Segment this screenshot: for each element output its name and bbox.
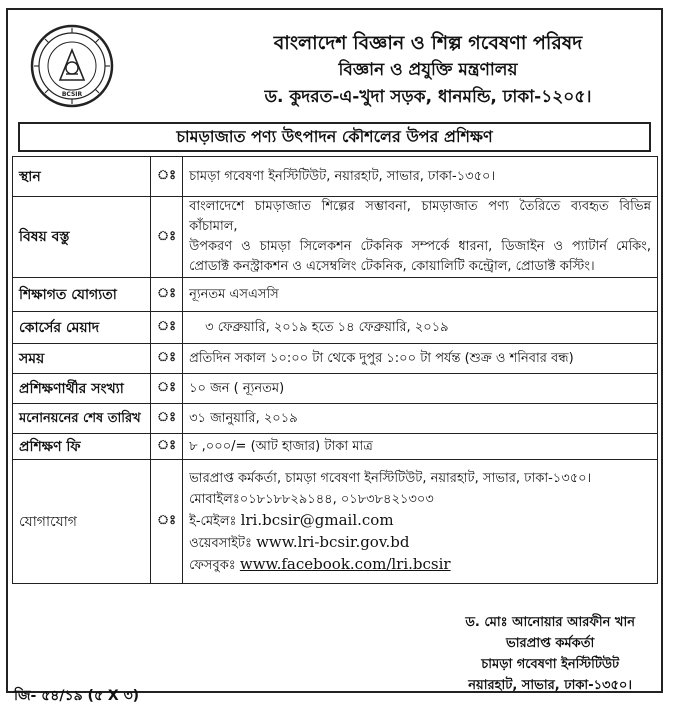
contact-facebook-row — [189, 554, 651, 576]
table-row-time — [13, 344, 658, 374]
facebook-label: ফেসবুকঃ — [189, 557, 236, 573]
contact-value — [183, 460, 658, 584]
contact-mobile: মোবাইলঃ০১৮১৮৮২৯১৪৪, ০১৮৩৮৪২১৩০৩ — [189, 491, 434, 507]
signatory-institute: চামড়া গবেষণা ইনস্টিটিউট — [481, 657, 620, 672]
email-label: ই-মেইলঃ — [189, 513, 237, 529]
contact-label: যোগাযোগ — [13, 460, 151, 584]
qualification-label: শিক্ষাগত যোগ্যতা — [13, 278, 151, 312]
colon: ঃ — [151, 278, 183, 312]
duration-value: ৩ ফেব্রুয়ারি, ২০১৯ হতে ১৪ ফেব্রুয়ারি, ২০১৯ — [183, 312, 658, 344]
facebook-link[interactable]: www.facebook.com/lri.bcsir — [239, 554, 451, 573]
bcsir-seal-icon — [30, 24, 114, 108]
table-row-duration — [13, 312, 658, 344]
table-row-contact — [13, 460, 658, 584]
ministry-name: বিজ্ঞান ও প্রযুক্তি মন্ত্রণালয় — [338, 60, 518, 80]
table-row-qualification — [13, 278, 658, 312]
signature-block — [465, 612, 635, 696]
subject-value — [183, 197, 658, 278]
contact-email-row — [189, 510, 651, 532]
trainees-label: প্রশিক্ষণার্থীর সংখ্যা — [13, 374, 151, 404]
org-name: বাংলাদেশ বিজ্ঞান ও শিল্প গবেষণা পরিষদ — [273, 32, 583, 54]
place-value: চামড়া গবেষণা ইনস্টিটিউট, নয়ারহাট, সাভার, ঢাকা-১৩৫০। — [183, 157, 658, 197]
colon: ঃ — [151, 404, 183, 434]
notice-frame — [6, 8, 663, 693]
training-info-table — [12, 156, 658, 584]
signatory-name: ড. মোঃ আনোয়ার আরফীন খান — [465, 615, 635, 630]
fee-value: ৮ ,০০০/= (আট হাজার) টাকা মাত্র — [183, 434, 658, 460]
table-row-subject — [13, 197, 658, 278]
subject-line-2: উপকরণ ও চামড়া সিলেকশন টেকনিক সম্পর্কে ধারনা, ডিজাইন ও প্যাটার্ন মেকিং, — [189, 239, 651, 254]
org-address: ড. কুদরত-এ-খুদা সড়ক, ধানমন্ডি, ঢাকা-১২০৫। — [264, 87, 592, 107]
website-label: ওয়েবসাইটঃ — [189, 535, 252, 551]
colon: ঃ — [151, 312, 183, 344]
contact-office: ভারপ্রাপ্ত কর্মকর্তা, চামড়া গবেষণা ইনস্টিটিউট, নয়ারহাট, সাভার, ঢাকা-১৩৫০। — [189, 470, 592, 486]
fee-label: প্রশিক্ষণ ফি — [13, 434, 151, 460]
signatory-address: নয়ারহাট, সাভার, ঢাকা-১৩৫০। — [468, 678, 633, 693]
contact-website-row — [189, 532, 651, 554]
reference-number: জি- ৫৪/১৯ (৫ X ৩) — [14, 688, 140, 704]
subject-line-1: বাংলাদেশে চামড়াজাত শিল্পের সম্ভাবনা, চামড়াজাত পণ্য তৈরিতে ব্যবহৃত বিভিন্ন কাঁচামাল, — [189, 199, 651, 234]
table-row-trainees — [13, 374, 658, 404]
duration-label: কোর্সের মেয়াদ — [13, 312, 151, 344]
trainees-value: ১০ জন ( ন্যূনতম) — [183, 374, 658, 404]
table-row-deadline — [13, 404, 658, 434]
colon: ঃ — [151, 344, 183, 374]
colon: ঃ — [151, 434, 183, 460]
place-label: স্থান — [13, 157, 151, 197]
time-value: প্রতিদিন সকাল ১০:০০ টা থেকে দুপুর ১:০০ টা পর্যন্ত (শুক্র ও শনিবার বন্ধ) — [183, 344, 658, 374]
table-row-place — [13, 157, 658, 197]
subject-label: বিষয় বস্তু — [13, 197, 151, 278]
time-label: সময় — [13, 344, 151, 374]
table-row-fee — [13, 434, 658, 460]
org-block — [218, 30, 638, 111]
header — [8, 10, 661, 122]
signatory-designation: ভারপ্রাপ্ত কর্মকর্তা — [506, 636, 595, 651]
qualification-value: ন্যূনতম এসএসসি — [183, 278, 658, 312]
subject-line-3: প্রোডাক্ট কনস্ট্রাকশন ও এসেম্বলিং টেকনিক, কোয়ালিটি কন্ট্রোল, প্রোডাক্ট কস্টিং। — [189, 259, 595, 274]
colon: ঃ — [151, 374, 183, 404]
deadline-value: ৩১ জানুয়ারি, ২০১৯ — [183, 404, 658, 434]
colon: ঃ — [151, 197, 183, 278]
website-link[interactable]: www.lri-bcsir.gov.bd — [256, 532, 410, 551]
deadline-label: মনোনয়নের শেষ তারিখ — [13, 404, 151, 434]
logo-text: BCSIR — [61, 91, 83, 98]
email-link[interactable]: lri.bcsir@gmail.com — [240, 510, 394, 529]
colon: ঃ — [151, 460, 183, 584]
notice-title: চামড়াজাত পণ্য উৎপাদন কৌশলের উপর প্রশিক্ষণ — [18, 122, 651, 152]
colon: ঃ — [151, 157, 183, 197]
